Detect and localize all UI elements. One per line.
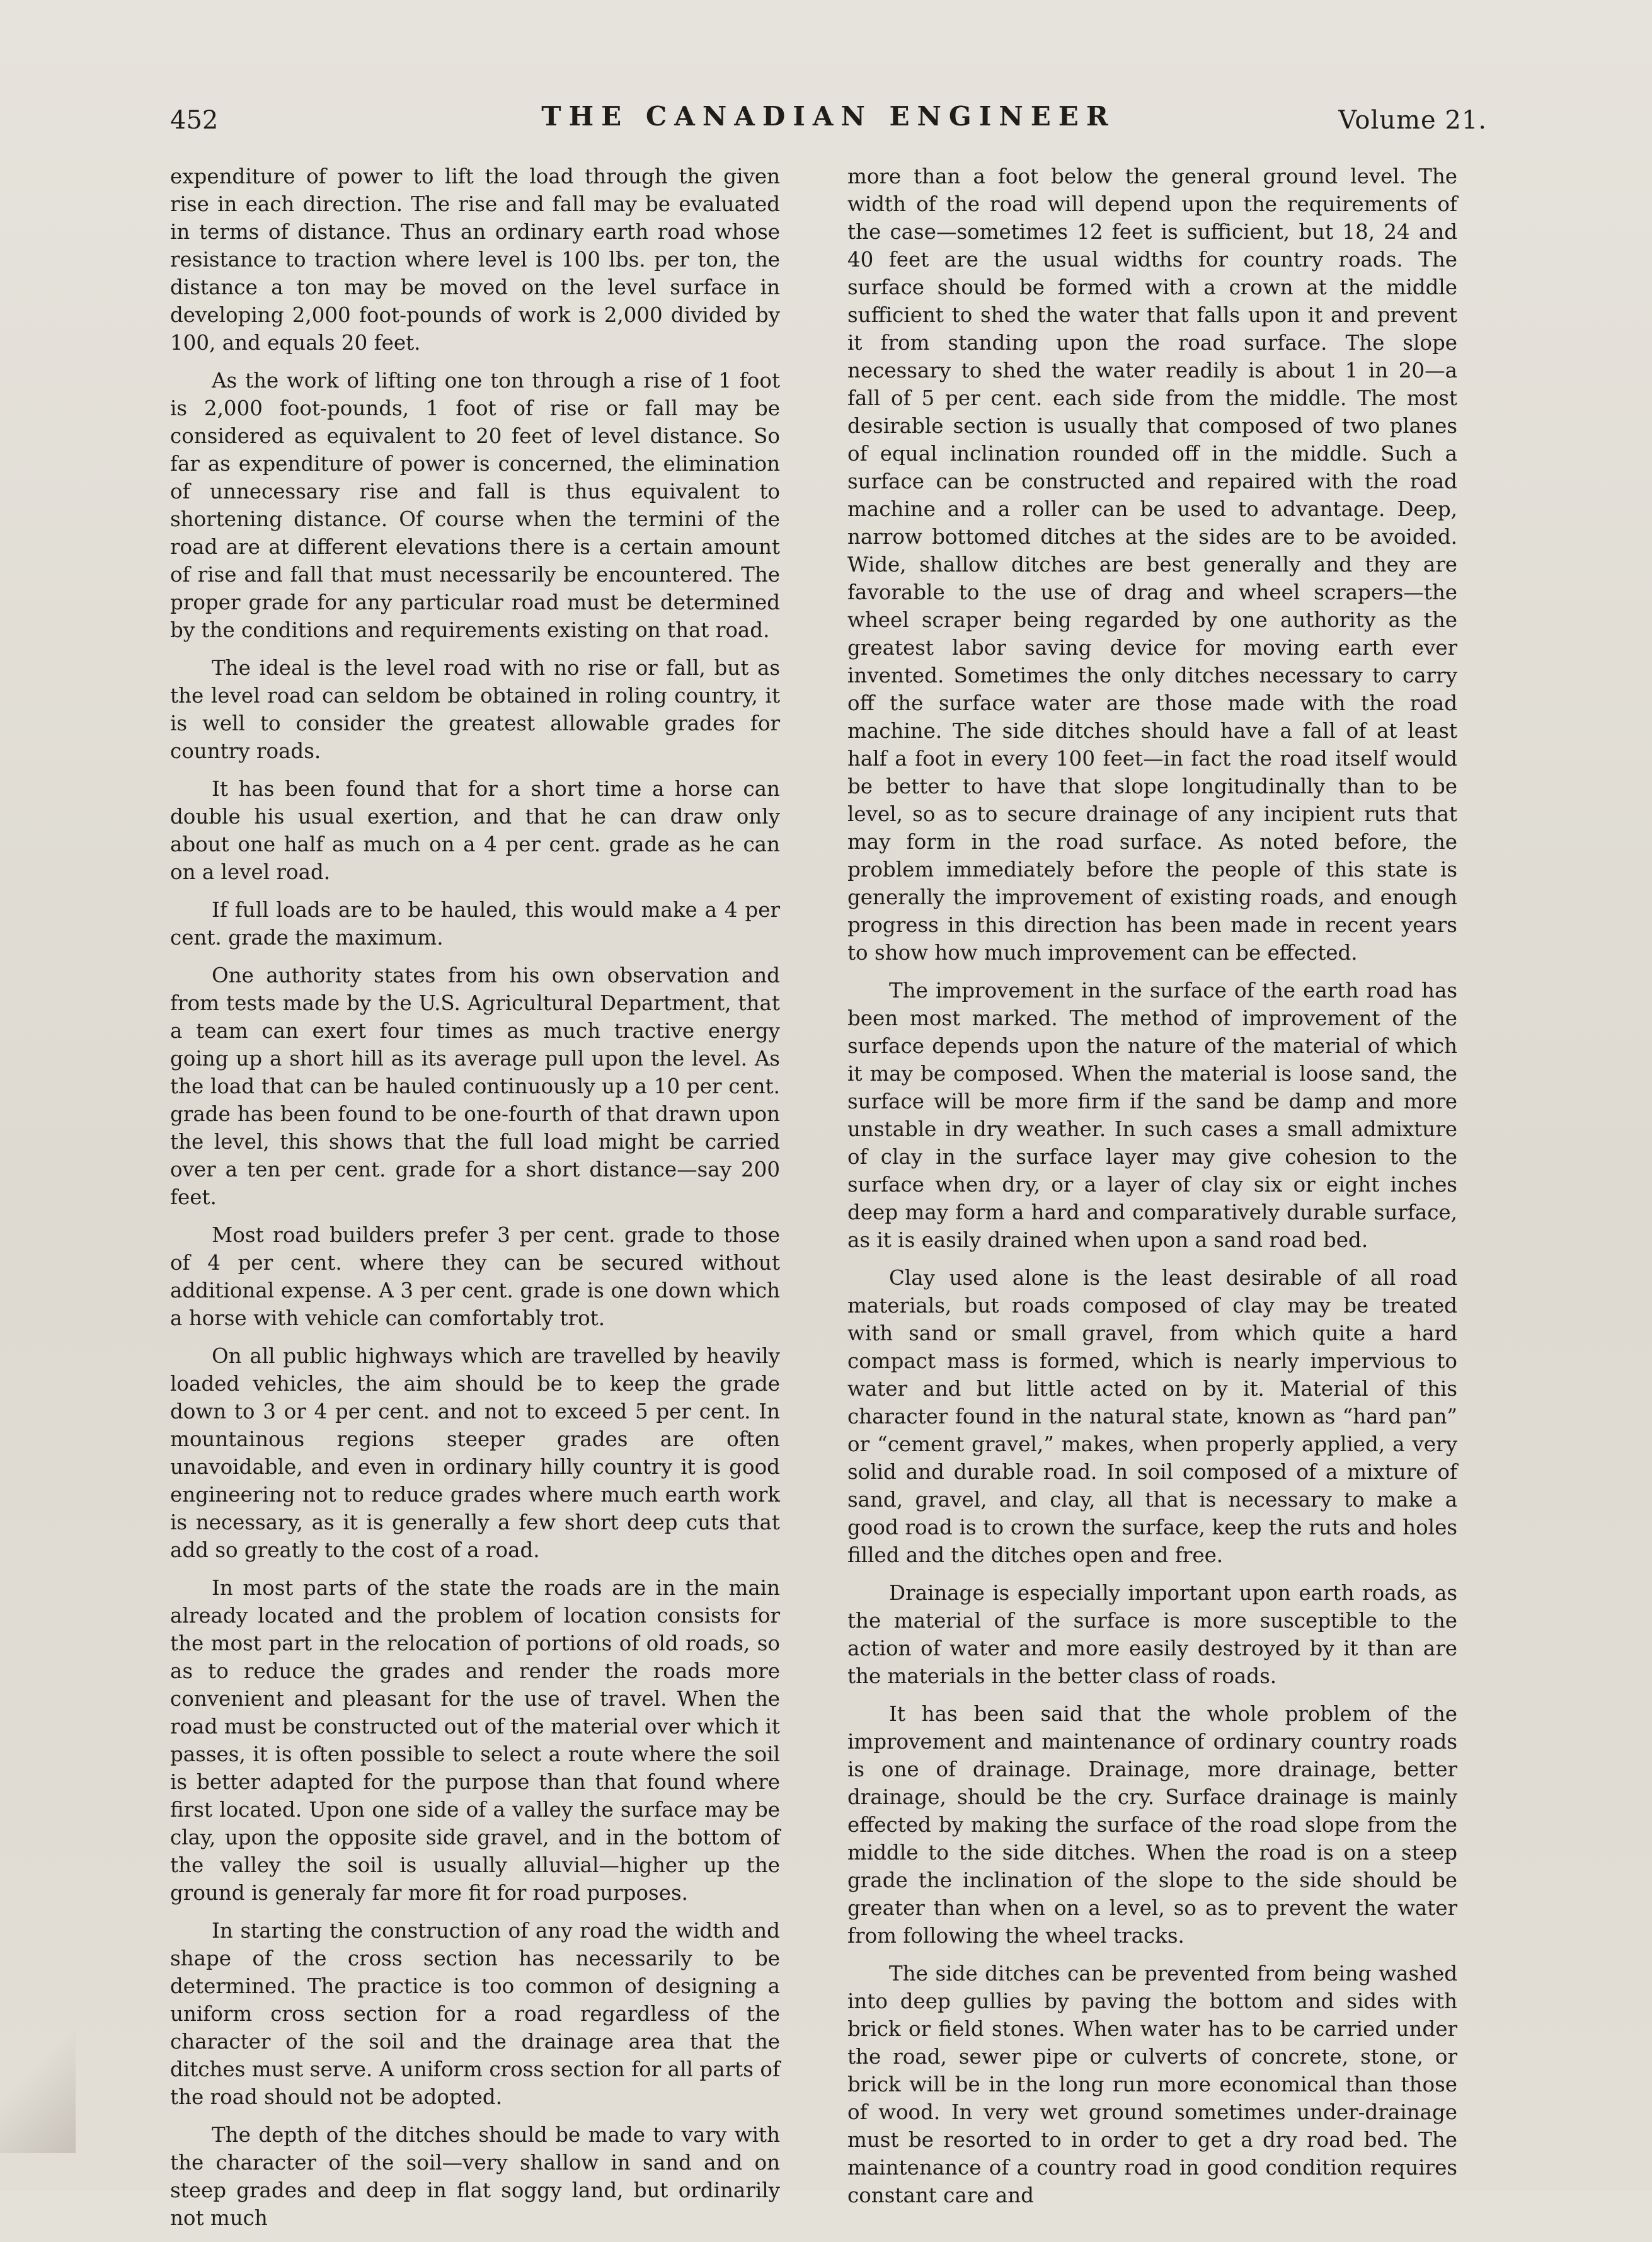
paragraph: One authority states from his own observation and from tests made by the U.S. Agricultural Department, that a team can exert four times as much tractive energy going up a short hill as its average pull upon the level. As the load that can be hauled continuously up a 10 per cent. grade has been found to be one-fourth of that drawn upon the level, this shows that the full load might be carried over a ten per cent. grade for a short distance—say 200 feet.	[170, 963, 780, 1209]
paragraph: expenditure of power to lift the load through the given rise in each direction. The rise and fall may be evaluated in terms of distance. Thus an ordinary earth road whose resistance to traction where level is 100 lbs. per ton, the distance a ton may be moved on the level surface in developing 2,000 foot-pounds of work is 2,000 divided by 100, and equals 20 feet.	[170, 164, 780, 355]
paragraph: In starting the construction of any road the width and shape of the cross section has necessarily to be determined. The practice is too common of designing a uniform cross section for a road regardless of the character of the soil and the drainage area that the ditches must serve. A uniform cross section for all parts of the road should not be adopted.	[170, 1919, 780, 2109]
journal-title: THE CANADIAN ENGINEER	[541, 101, 1116, 132]
paragraph: In most parts of the state the roads are in the main already located and the problem of location consists for the most part in the relocation of portions of old roads, so as to reduce the grades and render the roads more convenient and pleasant for the use of travel. When the road must be constructed out of the material over which it passes, it is often possible to select a route where the soil is better adapted for the purpose than that found where first located. Upon one side of a valley the surface may be clay, upon the opposite side gravel, and in the bottom of the valley the soil is usually alluvial—higher up the ground is generaly far more fit for road purposes.	[170, 1576, 780, 1905]
paragraph: The side ditches can be prevented from being washed into deep gullies by paving the bottom and sides with brick or field stones. When water has to be carried under the road, sewer pipe or culverts of concrete, stone, or brick will be in the long run more economical than those of wood. In very wet ground sometimes under-drainage must be resorted to in order to get a dry road bed. The maintenance of a country road in good condition requires constant care and	[847, 1962, 1457, 2207]
paragraph: The improvement in the surface of the earth road has been most marked. The method of improvement of the surface depends upon the nature of the material of which it may be composed. When the material is loose sand, the surface will be more firm if the sand be damp and more unstable in dry weather. In such cases a small admixture of clay in the surface layer may give cohesion to the surface when dry, or a layer of clay six or eight inches deep may form a hard and comparatively durable surface, as it is easily drained when upon a sand road bed.	[847, 979, 1457, 1252]
volume-label: Volume 21.	[1338, 106, 1487, 135]
paragraph: Most road builders prefer 3 per cent. grade to those of 4 per cent. where they can be secured without additional expense. A 3 per cent. grade is one down which a horse with vehicle can comfortably trot.	[170, 1223, 780, 1330]
page-corner-fold	[0, 2015, 76, 2153]
paragraph: The depth of the ditches should be made to vary with the character of the soil—very shallow in sand and on steep grades and deep in flat soggy land, but ordinarily not much	[170, 2123, 780, 2230]
paragraph: The ideal is the level road with no rise or fall, but as the level road can seldom be obtained in roling country, it is well to consider the greatest allowable grades for country roads.	[170, 656, 780, 763]
page-number: 452	[170, 106, 219, 135]
paragraph: Clay used alone is the least desirable of all road materials, but roads composed of clay may be treated with sand or small gravel, from which quite a hard compact mass is formed, which is nearly impervious to water and but little acted on by it. Material of this character found in the natural state, known as “hard pan” or “cement gravel,” makes, when properly applied, a very solid and durable road. In soil composed of a mixture of sand, gravel, and clay, all that is necessary to make a good road is to crown the surface, keep the ruts and holes filled and the ditches open and free.	[847, 1266, 1457, 1567]
paragraph: It has been said that the whole problem of the improvement and maintenance of ordinary country roads is one of drainage. Drainage, more drainage, better drainage, should be the cry. Surface drainage is mainly effected by making the surface of the road slope from the middle to the side ditches. When the road is on a steep grade the inclination of the slope to the side should be greater than when on a level, so as to prevent the water from following the wheel tracks.	[847, 1702, 1457, 1948]
paragraph: It has been found that for a short time a horse can double his usual exertion, and that he can draw only about one half as much on a 4 per cent. grade as he can on a level road.	[170, 777, 780, 884]
left-column	[170, 163, 780, 2242]
right-column	[847, 163, 1457, 2219]
page-header	[170, 101, 1487, 145]
paragraph: Drainage is especially important upon earth roads, as the material of the surface is more susceptible to the action of water and more easily destroyed by it than are the materials in the better class of roads.	[847, 1581, 1457, 1688]
paragraph: more than a foot below the general ground level. The width of the road will depend upon the requirements of the case—sometimes 12 feet is sufficient, but 18, 24 and 40 feet are the usual widths for country roads. The surface should be formed with a crown at the middle sufficient to shed the water that falls upon it and prevent it from standing upon the road surface. The slope necessary to shed the water readily is about 1 in 20—a fall of 5 per cent. each side from the middle. The most desirable section is usually that composed of two planes of equal inclination rounded off in the middle. Such a surface can be constructed and repaired with the road machine and a roller can be used to advantage. Deep, narrow bottomed ditches at the sides are to be avoided. Wide, shallow ditches are best generally and they are favorable to the use of drag and wheel scrapers—the wheel scraper being regarded by one authority as the greatest labor saving device for moving earth ever invented. Sometimes the only ditches necessary to carry off the surface water are those made with the road machine. The side ditches should have a fall of at least half a foot in every 100 feet—in fact the road itself would be better to have that slope longitudinally than to be level, so as to secure drainage of any incipient ruts that may form in the road surface. As noted before, the problem immediately before the people of this state is generally the improvement of existing roads, and enough progress in this direction has been made in recent years to show how much improvement can be effected.	[847, 164, 1457, 965]
paragraph: As the work of lifting one ton through a rise of 1 foot is 2,000 foot-pounds, 1 foot of rise or fall may be considered as equivalent to 20 feet of level distance. So far as expenditure of power is concerned, the elimination of unnecessary rise and fall is thus equivalent to shortening distance. Of course when the termini of the road are at different elevations there is a certain amount of rise and fall that must necessarily be encountered. The proper grade for any particular road must be determined by the conditions and requirements existing on that road.	[170, 369, 780, 642]
paragraph: If full loads are to be hauled, this would make a 4 per cent. grade the maximum.	[170, 898, 780, 950]
paragraph: On all public highways which are travelled by heavily loaded vehicles, the aim should be to keep the grade down to 3 or 4 per cent. and not to exceed 5 per cent. In mountainous regions steeper grades are often unavoidable, and even in ordinary hilly country it is good engineering not to reduce grades where much earth work is necessary, as it is generally a few short deep cuts that add so greatly to the cost of a road.	[170, 1344, 780, 1562]
